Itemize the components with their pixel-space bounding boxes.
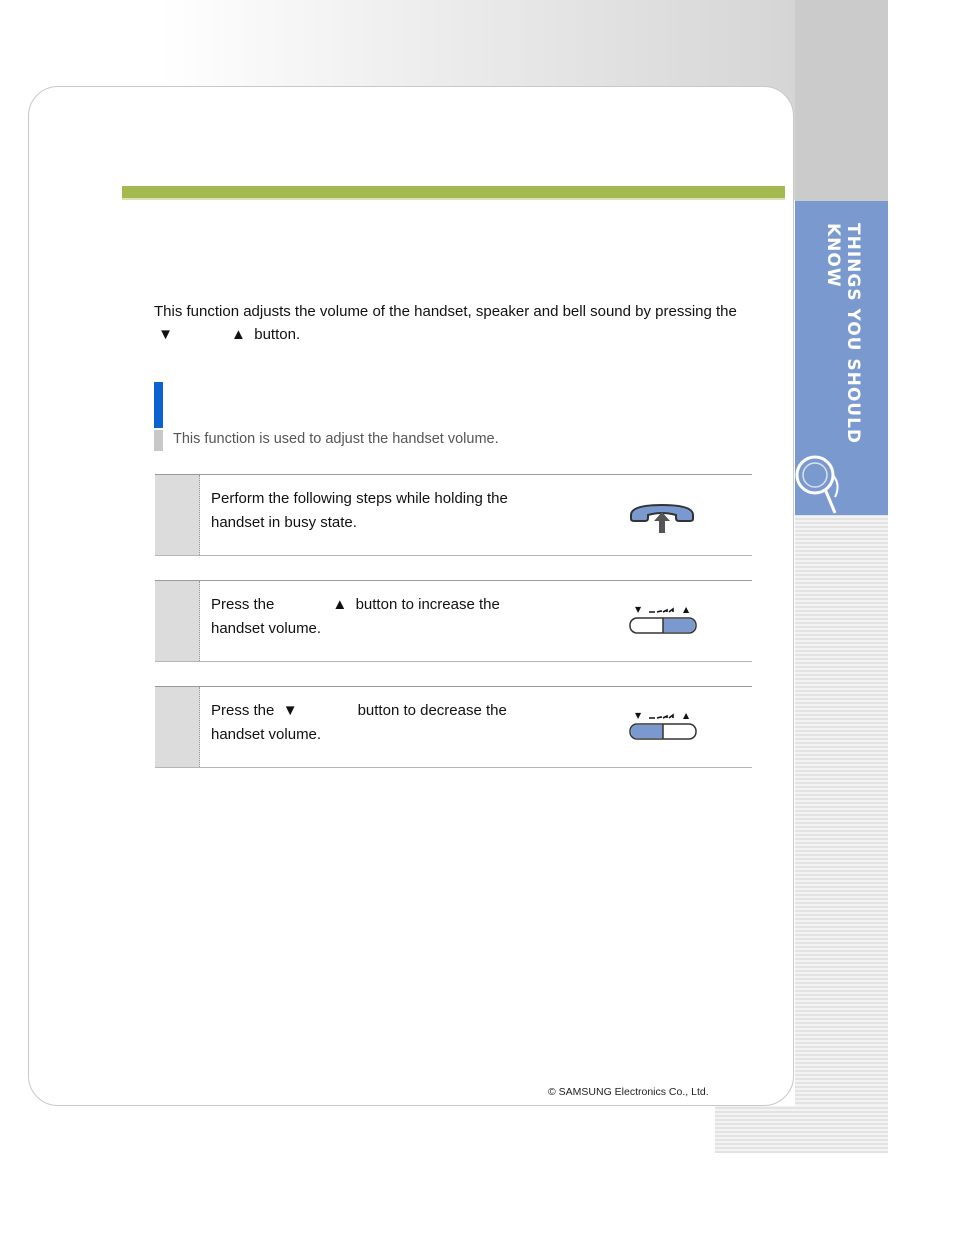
chapter-tab[interactable] [795,201,888,515]
step-number-cell [155,687,200,767]
section-description: This function is used to adjust the handset volume. [173,431,499,447]
svg-text:▼: ▼ [635,711,642,720]
step-number-cell [155,475,200,555]
step-row [155,474,752,556]
step-text [211,699,541,746]
step-text-line: handset volume. [211,725,322,743]
step-text-line: handset volume. [211,619,322,637]
step-text-line: Perform the following steps while holding the [211,490,508,507]
step-text-prefix: Press the [211,702,275,719]
step-text-prefix: Press the [211,596,275,613]
step-text-line: handset in busy state. [211,513,357,531]
down-arrow-symbol: ▼ [282,702,298,719]
title-bar [122,186,785,200]
magnifier-icon [795,451,888,515]
volume-up-indicator-icon [627,603,699,637]
step-text-suffix: button to decrease the [357,702,507,719]
intro-line1: This function adjusts the volume of the handset, speaker and bell sound by pressing the [154,303,737,320]
section-marker-sub [154,430,163,451]
svg-text:▲: ▲ [683,711,690,720]
up-arrow-symbol: ▲ [332,596,348,613]
down-arrow-symbol: ▼ [158,326,174,343]
volume-down-indicator-icon [627,709,699,743]
up-arrow-symbol: ▲ [231,326,246,343]
step-number-cell [155,581,200,661]
chapter-tab-label: THINGS YOU SHOULD KNOW [823,223,863,445]
handset-lift-icon [627,497,697,537]
section-marker [154,382,163,428]
intro-paragraph [154,300,774,346]
step-row [155,686,752,768]
svg-text:▼: ▼ [635,605,642,614]
step-text-suffix: button to increase the [355,596,500,613]
intro-line2-suffix: button. [254,326,301,343]
copyright-footer: © SAMSUNG Electronics Co., Ltd. [548,1086,709,1098]
right-margin-top [795,0,888,201]
svg-text:▲: ▲ [683,605,690,614]
step-row [155,580,752,662]
step-text [211,593,541,640]
step-text [211,487,541,534]
bottom-margin-strip [715,1106,888,1153]
